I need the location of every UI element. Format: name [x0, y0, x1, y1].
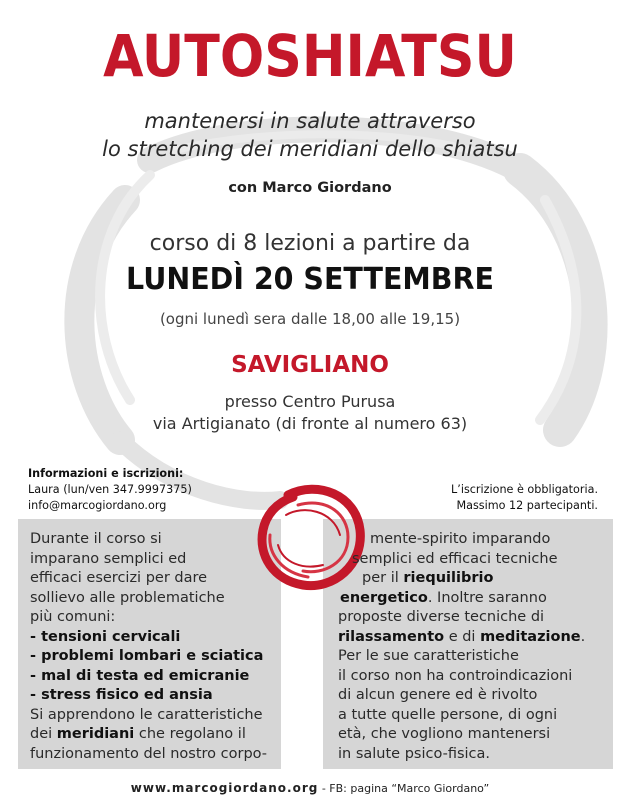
left-text-line: Si apprendono le caratteristiche	[30, 706, 263, 723]
right-text-line: rilassamento e di meditazione.	[338, 628, 586, 645]
notice-line-1: L’iscrizione è obbligatoria.	[451, 483, 598, 496]
registration-notice	[451, 482, 598, 514]
schedule-text: (ogni lunedì sera dalle 18,00 alle 19,15)	[159, 310, 461, 328]
right-column-text	[338, 530, 610, 764]
contact-phone: Laura (lun/ven 347.9997375)	[28, 483, 192, 496]
contact-email: info@marcogiordano.org	[28, 499, 167, 512]
right-text-line: il corso non ha controindicazioni	[338, 667, 573, 684]
left-text-line: imparano semplici ed	[30, 550, 187, 567]
right-text-line: a tutte quelle persone, di ogni	[338, 706, 558, 723]
notice-line-2: Massimo 12 partecipanti.	[456, 499, 598, 512]
left-column-text	[30, 530, 280, 764]
facebook-text: - FB: pagina “Marco Giordano”	[318, 782, 490, 795]
right-text-line: per il riequilibrio	[362, 570, 494, 586]
subtitle-line-2: lo stretching dei meridiani dello shiatsu	[102, 137, 518, 161]
left-text-line: efficaci esercizi per dare	[30, 570, 208, 586]
benefit-item: - tensioni cervicali	[30, 628, 181, 645]
right-text-line: età, che vogliono mantenersi	[338, 726, 551, 742]
benefit-item: - problemi lombari e sciatica	[30, 648, 264, 664]
right-text-line: di alcun genere ed è rivolto	[338, 687, 538, 703]
venue-line-2: via Artigianato (di fronte al numero 63)	[152, 414, 468, 433]
teacher-name: con Marco Giordano	[228, 180, 392, 196]
venue-line-1: presso Centro Purusa	[224, 392, 396, 411]
left-text-line: sollievo alle problematiche	[30, 589, 225, 606]
left-text-line: funzionamento del nostro corpo-	[30, 745, 268, 762]
course-description: corso di 8 lezioni a partire da	[149, 231, 471, 256]
right-text-line: energetico. Inoltre saranno	[340, 589, 547, 606]
benefit-item: - stress fisico ed ansia	[30, 687, 213, 703]
footer	[0, 781, 620, 795]
contact-heading: Informazioni e iscrizioni:	[28, 467, 184, 480]
right-text-line: Per le sue caratteristiche	[338, 648, 519, 664]
left-text-line: più comuni:	[30, 609, 116, 625]
page-title: AUTOSHIATSU	[103, 22, 517, 90]
left-text-line: Durante il corso si	[30, 531, 162, 547]
website-link[interactable]: www.marcogiordano.org	[130, 781, 319, 795]
right-text-line: proposte diverse tecniche di	[338, 609, 545, 625]
benefit-item: - mal di testa ed emicranie	[30, 667, 250, 684]
right-text-line: in salute psico-fisica.	[338, 745, 491, 762]
right-text-line: mente-spirito imparando	[370, 531, 551, 547]
left-text-line: dei meridiani che regolano il	[30, 726, 246, 742]
contact-info	[28, 466, 192, 514]
city-name: SAVIGLIANO	[231, 352, 389, 378]
start-date: LUNEDÌ 20 SETTEMBRE	[126, 262, 494, 297]
subtitle-line-1: mantenersi in salute attraverso	[144, 109, 476, 133]
right-text-line: semplici ed efficaci tecniche	[352, 550, 558, 567]
